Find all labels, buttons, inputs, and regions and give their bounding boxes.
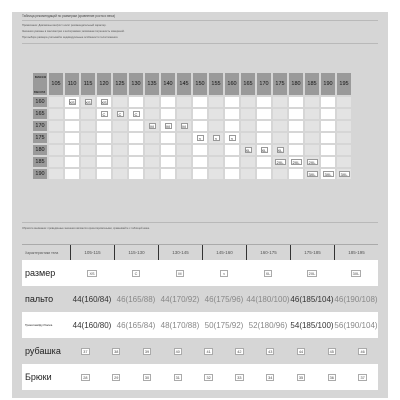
size-mark: ≈ bbox=[229, 135, 236, 141]
weight-header: 145 bbox=[176, 72, 192, 96]
grid-cell bbox=[128, 120, 144, 132]
size-mark: C bbox=[117, 111, 124, 117]
size-value: 44(170/92) bbox=[160, 294, 200, 304]
grid-cell bbox=[128, 96, 144, 108]
weight-header: 190 bbox=[320, 72, 336, 96]
grid-cell bbox=[288, 144, 304, 156]
size-mark: M bbox=[182, 123, 186, 129]
size-value-box: 37 bbox=[360, 375, 365, 380]
grid-cell bbox=[336, 132, 352, 144]
grid-cell bbox=[96, 168, 112, 180]
grid-cell bbox=[64, 144, 80, 156]
grid-cell bbox=[288, 132, 304, 144]
size-value bbox=[193, 374, 224, 381]
grid-cell bbox=[240, 168, 256, 180]
size-row-label: пальто bbox=[25, 294, 54, 304]
grid-cell bbox=[320, 120, 336, 132]
grid-cell bbox=[272, 168, 288, 180]
size-value bbox=[101, 348, 132, 355]
size-value: 56(190/104) bbox=[334, 320, 378, 330]
size-mark: XS bbox=[85, 99, 91, 105]
grid-cell bbox=[256, 168, 272, 180]
grid-cell bbox=[80, 144, 96, 156]
size-value bbox=[132, 348, 163, 355]
grid-cell bbox=[336, 108, 352, 120]
grid-cell bbox=[272, 96, 288, 108]
weight-header: 185 bbox=[304, 72, 320, 96]
size-value: 44(180/100) bbox=[246, 294, 290, 304]
grid-cell bbox=[96, 144, 112, 156]
grid-cell bbox=[336, 144, 352, 156]
grid-cell bbox=[176, 108, 192, 120]
grid-cell bbox=[208, 120, 224, 132]
grid-cell bbox=[304, 156, 320, 168]
height-header: 185 bbox=[32, 156, 48, 168]
size-value-box: 29 bbox=[114, 375, 119, 380]
grid-cell bbox=[240, 156, 256, 168]
grid-cell bbox=[256, 96, 272, 108]
size-value-box: C bbox=[132, 270, 140, 277]
page-title: Таблица рекомендаций по размерам (сравнение роста и веса) bbox=[22, 14, 116, 18]
size-value: 46(185/104) bbox=[290, 294, 334, 304]
grid-cell bbox=[208, 168, 224, 180]
size-range: 145-160 bbox=[202, 245, 246, 260]
size-value-box: 28 bbox=[83, 375, 88, 380]
grid-cell bbox=[320, 144, 336, 156]
grid-cell bbox=[96, 120, 112, 132]
grid-cell bbox=[80, 168, 96, 180]
note-line-4: Обратите внимание: приведённые значения являются ориентировочными, сравнивайте с таблицей ниже. bbox=[22, 227, 150, 230]
size-value bbox=[286, 374, 317, 381]
grid-cell bbox=[160, 132, 176, 144]
grid-cell bbox=[112, 144, 128, 156]
size-value-box: 43 bbox=[268, 349, 273, 354]
grid-cell bbox=[144, 96, 160, 108]
grid-cell bbox=[240, 120, 256, 132]
corner-weight-label: масса bbox=[34, 74, 46, 79]
weight-header: 110 bbox=[64, 72, 80, 96]
size-value bbox=[224, 374, 255, 381]
grid-cell bbox=[112, 96, 128, 108]
grid-cell bbox=[160, 108, 176, 120]
size-mark: XS bbox=[101, 99, 107, 105]
size-value bbox=[158, 270, 202, 277]
size-mark: M bbox=[150, 123, 154, 129]
size-value-box: M bbox=[176, 270, 184, 277]
size-value bbox=[70, 348, 101, 355]
size-value-box: 3XL bbox=[352, 271, 360, 276]
grid-cell bbox=[288, 96, 304, 108]
size-mark: 3XL bbox=[340, 171, 348, 177]
weight-header: 165 bbox=[240, 72, 256, 96]
grid-cell bbox=[240, 108, 256, 120]
size-value bbox=[347, 348, 378, 355]
grid-cell bbox=[272, 120, 288, 132]
grid-cell bbox=[80, 96, 96, 108]
weight-header: 140 bbox=[160, 72, 176, 96]
size-value bbox=[316, 374, 347, 381]
grid-cell bbox=[80, 156, 96, 168]
size-value-box: 31 bbox=[175, 375, 180, 380]
size-value bbox=[114, 270, 158, 277]
grid-cell bbox=[64, 156, 80, 168]
divider bbox=[22, 43, 378, 44]
grid-cell bbox=[240, 96, 256, 108]
grid-cell bbox=[80, 120, 96, 132]
divider bbox=[22, 20, 378, 21]
grid-cell bbox=[144, 144, 160, 156]
size-value bbox=[132, 374, 163, 381]
size-row-label: Трикотаж/футболка bbox=[25, 323, 53, 327]
size-value bbox=[101, 374, 132, 381]
grid-cell bbox=[64, 120, 80, 132]
grid-cell bbox=[176, 132, 192, 144]
size-header-label: Характеристики тела bbox=[25, 250, 59, 255]
grid-cell bbox=[96, 156, 112, 168]
weight-header: 125 bbox=[112, 72, 128, 96]
grid-cell bbox=[96, 132, 112, 144]
size-row bbox=[22, 364, 378, 390]
grid-cell bbox=[224, 96, 240, 108]
grid-cell bbox=[272, 144, 288, 156]
size-value: 54(185/100) bbox=[290, 320, 334, 330]
size-value bbox=[246, 270, 290, 277]
height-header: 190 bbox=[32, 168, 48, 180]
grid-cell bbox=[192, 132, 208, 144]
grid-cell bbox=[320, 132, 336, 144]
size-value-box: 32 bbox=[206, 375, 211, 380]
grid-cell bbox=[64, 96, 80, 108]
grid-cell bbox=[304, 168, 320, 180]
height-header: 160 bbox=[32, 96, 48, 108]
grid-cell bbox=[208, 156, 224, 168]
grid-cell bbox=[48, 96, 64, 108]
grid-cell bbox=[192, 144, 208, 156]
size-value-box: 35 bbox=[298, 375, 304, 380]
grid-cell bbox=[304, 144, 320, 156]
grid-cell bbox=[224, 156, 240, 168]
grid-cell bbox=[112, 108, 128, 120]
size-range: 185-195 bbox=[334, 245, 378, 260]
grid-cell bbox=[192, 168, 208, 180]
grid-cell bbox=[112, 168, 128, 180]
grid-cell bbox=[336, 168, 352, 180]
size-value-box: 37 bbox=[83, 349, 88, 354]
grid-cell bbox=[176, 168, 192, 180]
weight-header: 195 bbox=[336, 72, 352, 96]
size-value bbox=[70, 270, 114, 277]
size-value-box: 30 bbox=[144, 375, 150, 380]
size-value bbox=[255, 348, 286, 355]
size-value: 50(175/92) bbox=[204, 320, 244, 330]
grid-cell bbox=[320, 156, 336, 168]
weight-header: 160 bbox=[224, 72, 240, 96]
grid-cell bbox=[288, 156, 304, 168]
grid-cell bbox=[144, 168, 160, 180]
grid-cell bbox=[64, 108, 80, 120]
grid-cell bbox=[160, 168, 176, 180]
grid-cell bbox=[288, 120, 304, 132]
size-value bbox=[255, 374, 286, 381]
grid-cell bbox=[208, 144, 224, 156]
grid-cell bbox=[144, 132, 160, 144]
grid-cell bbox=[48, 132, 64, 144]
size-mark: XL bbox=[277, 147, 283, 153]
corner-height-label: высота bbox=[34, 90, 46, 94]
size-value: 48(170/88) bbox=[160, 320, 200, 330]
note-line-1: Примечание: Диапазоны вес/рост носят рекомендательный характер. bbox=[22, 24, 107, 27]
grid-cell bbox=[208, 108, 224, 120]
grid-cell bbox=[80, 108, 96, 120]
grid-cell bbox=[288, 168, 304, 180]
grid-cell bbox=[304, 132, 320, 144]
weight-header: 135 bbox=[144, 72, 160, 96]
grid-cell bbox=[320, 168, 336, 180]
grid-cell bbox=[160, 120, 176, 132]
grid-cell bbox=[272, 108, 288, 120]
grid-cell bbox=[224, 168, 240, 180]
grid-cell bbox=[256, 156, 272, 168]
grid-cell bbox=[192, 96, 208, 108]
grid-cell bbox=[48, 120, 64, 132]
size-mark: XL bbox=[261, 147, 267, 153]
size-row-label: Брюки bbox=[25, 372, 52, 382]
size-value bbox=[162, 374, 193, 381]
grid-cell bbox=[160, 96, 176, 108]
height-header: 175 bbox=[32, 132, 48, 144]
grid-cell bbox=[192, 108, 208, 120]
size-mark: XS bbox=[69, 99, 75, 105]
size-mark: 2XL bbox=[308, 159, 316, 165]
height-header: 165 bbox=[32, 108, 48, 120]
grid-cell bbox=[240, 132, 256, 144]
grid-cell bbox=[112, 120, 128, 132]
grid-cell bbox=[256, 120, 272, 132]
grid-cell bbox=[128, 168, 144, 180]
size-value: 44(160/80) bbox=[72, 320, 112, 330]
size-value: 46(165/84) bbox=[116, 320, 156, 330]
grid-cell bbox=[304, 96, 320, 108]
grid-cell bbox=[160, 156, 176, 168]
grid-cell bbox=[288, 108, 304, 120]
grid-cell bbox=[336, 156, 352, 168]
size-value: 46(175/96) bbox=[204, 294, 244, 304]
grid-cell bbox=[160, 144, 176, 156]
size-value bbox=[316, 348, 347, 355]
grid-cell bbox=[272, 156, 288, 168]
size-mark: C bbox=[133, 111, 140, 117]
size-value-box: XL bbox=[265, 271, 271, 276]
grid-cell bbox=[128, 132, 144, 144]
size-value-box: 36 bbox=[329, 375, 334, 380]
weight-header: 180 bbox=[288, 72, 304, 96]
weight-header: 155 bbox=[208, 72, 224, 96]
grid-cell bbox=[128, 156, 144, 168]
grid-cell bbox=[176, 96, 192, 108]
grid-cell bbox=[320, 108, 336, 120]
grid-cell bbox=[224, 132, 240, 144]
size-range: 175-185 bbox=[290, 245, 334, 260]
grid-corner bbox=[32, 72, 48, 96]
grid-cell bbox=[192, 120, 208, 132]
grid-cell bbox=[176, 156, 192, 168]
size-value bbox=[290, 270, 334, 277]
weight-header: 115 bbox=[80, 72, 96, 96]
note-line-2: Значения указаны в сантиметрах и килограммах; возможна погрешность измерений. bbox=[22, 30, 125, 33]
grid-cell bbox=[128, 108, 144, 120]
size-value: 46(165/88) bbox=[116, 294, 156, 304]
weight-header: 175 bbox=[272, 72, 288, 96]
size-value bbox=[193, 348, 224, 355]
weight-header: 120 bbox=[96, 72, 112, 96]
size-row bbox=[22, 260, 378, 286]
grid-cell bbox=[48, 156, 64, 168]
height-header: 170 bbox=[32, 120, 48, 132]
grid-cell bbox=[240, 144, 256, 156]
size-value-box: 45 bbox=[329, 349, 334, 354]
size-row bbox=[22, 312, 378, 338]
size-header-row bbox=[22, 244, 378, 260]
grid-cell bbox=[256, 108, 272, 120]
size-value-box: 42 bbox=[237, 349, 242, 354]
size-range: 130-145 bbox=[158, 245, 202, 260]
size-row bbox=[22, 286, 378, 312]
grid-cell bbox=[96, 96, 112, 108]
size-range: 160-175 bbox=[246, 245, 290, 260]
size-value-box: XS bbox=[89, 271, 95, 276]
grid-cell bbox=[48, 168, 64, 180]
grid-cell bbox=[336, 120, 352, 132]
size-mark: XL bbox=[245, 147, 251, 153]
grid-cell bbox=[304, 108, 320, 120]
height-header: 180 bbox=[32, 144, 48, 156]
size-value: 52(180/96) bbox=[248, 320, 288, 330]
grid-cell bbox=[64, 168, 80, 180]
grid-cell bbox=[256, 144, 272, 156]
grid-cell bbox=[64, 132, 80, 144]
grid-cell bbox=[192, 156, 208, 168]
grid-cell bbox=[176, 120, 192, 132]
size-value bbox=[70, 374, 101, 381]
weight-header: 130 bbox=[128, 72, 144, 96]
size-row-label: рубашка bbox=[25, 346, 61, 356]
grid-cell bbox=[112, 156, 128, 168]
grid-cell bbox=[144, 156, 160, 168]
size-mark: C bbox=[101, 111, 108, 117]
size-row bbox=[22, 338, 378, 364]
grid-cell bbox=[224, 144, 240, 156]
size-mark: ≈ bbox=[213, 135, 220, 141]
divider bbox=[22, 222, 378, 223]
size-value bbox=[162, 348, 193, 355]
size-value-box: 39 bbox=[144, 349, 150, 354]
grid-cell bbox=[96, 108, 112, 120]
note-line-3: При выборе размера учитывайте индивидуальные особенности телосложения. bbox=[22, 36, 119, 39]
grid-cell bbox=[336, 96, 352, 108]
height-weight-grid bbox=[32, 72, 352, 192]
size-value: 44(160/84) bbox=[72, 294, 112, 304]
grid-cell bbox=[304, 120, 320, 132]
size-value-box: 34 bbox=[268, 375, 273, 380]
size-mark: ≈ bbox=[197, 135, 204, 141]
grid-cell bbox=[48, 108, 64, 120]
grid-cell bbox=[80, 132, 96, 144]
grid-cell bbox=[176, 144, 192, 156]
size-value-box: 33 bbox=[237, 375, 242, 380]
weight-header: 105 bbox=[48, 72, 64, 96]
grid-cell bbox=[144, 120, 160, 132]
size-mark: 3XL bbox=[324, 171, 332, 177]
grid-cell bbox=[112, 132, 128, 144]
size-value-box: 2XL bbox=[308, 271, 316, 276]
size-mark: 2XL bbox=[276, 159, 284, 165]
size-value bbox=[202, 270, 246, 277]
size-value-box: 41 bbox=[206, 349, 211, 354]
size-value-box: 46 bbox=[360, 349, 365, 354]
grid-cell bbox=[128, 144, 144, 156]
size-mark: 2XL bbox=[292, 159, 300, 165]
grid-cell bbox=[144, 108, 160, 120]
size-row-label: размер bbox=[25, 268, 56, 278]
size-range: 115-130 bbox=[114, 245, 158, 260]
grid-cell bbox=[320, 96, 336, 108]
size-value-box: 40 bbox=[175, 349, 180, 354]
size-range: 105-115 bbox=[70, 245, 114, 260]
size-value: 46(190/108) bbox=[334, 294, 378, 304]
grid-cell bbox=[48, 144, 64, 156]
size-value-box: ≈ bbox=[220, 270, 228, 277]
size-mark: 3XL bbox=[308, 171, 316, 177]
grid-cell bbox=[208, 132, 224, 144]
size-value-box: 38 bbox=[114, 349, 119, 354]
grid-cell bbox=[224, 120, 240, 132]
size-value bbox=[347, 374, 378, 381]
size-value bbox=[286, 348, 317, 355]
grid-cell bbox=[272, 132, 288, 144]
size-mark: M bbox=[166, 123, 170, 129]
size-value bbox=[224, 348, 255, 355]
weight-header: 170 bbox=[256, 72, 272, 96]
size-conversion-table bbox=[22, 244, 378, 390]
size-value-box: 44 bbox=[298, 349, 304, 354]
grid-cell bbox=[208, 96, 224, 108]
size-value bbox=[334, 270, 378, 277]
weight-header: 150 bbox=[192, 72, 208, 96]
grid-cell bbox=[224, 108, 240, 120]
grid-cell bbox=[256, 132, 272, 144]
